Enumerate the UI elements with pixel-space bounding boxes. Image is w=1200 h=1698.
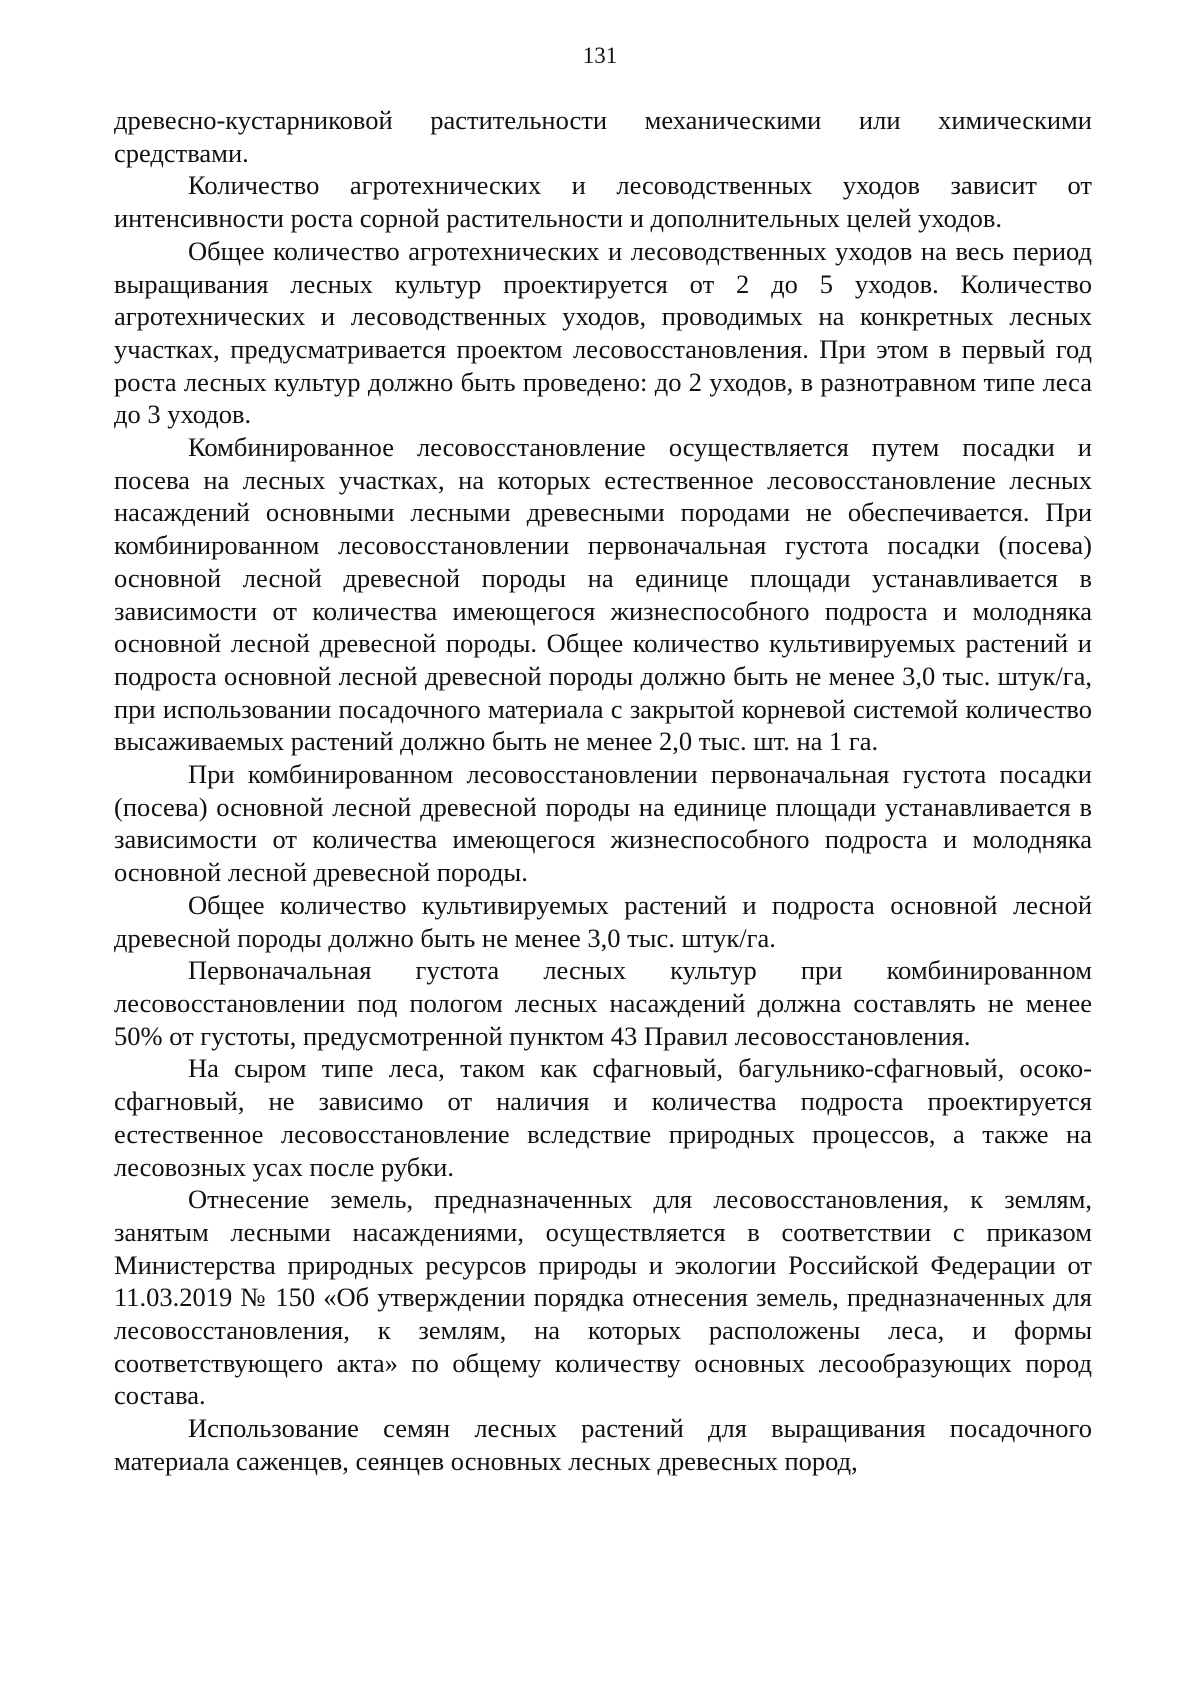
- page-number: 131: [582, 43, 618, 68]
- paragraph: Использование семян лесных растений для выращивания посадочного материала саженцев, сеянцев основных лесных древесных пород,: [114, 1413, 1092, 1476]
- paragraph: Комбинированное лесовосстановление осуществляется путем посадки и посева на лесных участках, на которых естественное лесовосстановление лесных насаждений основными лесными древесными породами не обеспечивается. При комбинированном лесовосстановлении первоначальная густота посадки (посева) основной лесной древесной породы на единице площади устанавливается в зависимости от количества имеющегося жизнеспособного подроста и молодняка основной лесной древесной породы. Общее количество культивируемых растений и подроста основной лесной древесной породы должно быть не менее 3,0 тыс. штук/га, при использовании посадочного материала с закрытой корневой системой количество высаживаемых растений должно быть не менее 2,0 тыс. шт. на 1 га.: [114, 432, 1092, 757]
- paragraph: Общее количество культивируемых растений и подроста основной лесной древесной породы должно быть не менее 3,0 тыс. штук/га.: [114, 889, 1092, 953]
- paragraph: Количество агротехнических и лесоводственных уходов зависит от интенсивности роста сорной растительности и дополнительных целей уходов.: [114, 170, 1092, 234]
- paragraph: Первоначальная густота лесных культур при комбинированном лесовосстановлении под пологом лесных насаждений должна составлять не менее 50% от густоты, предусмотренной пунктом 43 Правил лесовосстановления.: [114, 955, 1092, 1051]
- paragraph-continuation: древесно-кустарниковой растительности механическими или химическими средствами.: [114, 105, 1092, 168]
- paragraph: На сыром типе леса, таком как сфагновый, багульнико-сфагновый, осоко-сфагновый, не зависимо от наличия и количества подроста проектируется естественное лесовосстановление вследствие природных процессов, а также на лесовозных усах после рубки.: [114, 1053, 1092, 1182]
- paragraph: Отнесение земель, предназначенных для лесовосстановления, к землям, занятым лесными насаждениями, осуществляется в соответствии с приказом Министерства природных ресурсов природы и экологии Российской Федерации от 11.03.2019 № 150 «Об утверждении порядка отнесения земель, предназначенных для лесовосстановления, к землям, на которых расположены леса, и формы соответствующего акта» по общему количеству основных лесообразующих пород состава.: [114, 1184, 1092, 1411]
- paragraph: При комбинированном лесовосстановлении первоначальная густота посадки (посева) основной лесной древесной породы на единице площади устанавливается в зависимости от количества имеющегося жизнеспособного подроста и молодняка основной лесной древесной породы.: [114, 759, 1092, 888]
- document-body: [114, 104, 1092, 1478]
- paragraph: Общее количество агротехнических и лесоводственных уходов на весь период выращивания лесных культур проектируется от 2 до 5 уходов. Количество агротехнических и лесоводственных уходов, проводимых на конкретных лесных участках, предусматривается проектом лесовосстановления. При этом в первый год роста лесных культур должно быть проведено: до 2 уходов, в разнотравном типе леса до 3 уходов.: [114, 235, 1092, 430]
